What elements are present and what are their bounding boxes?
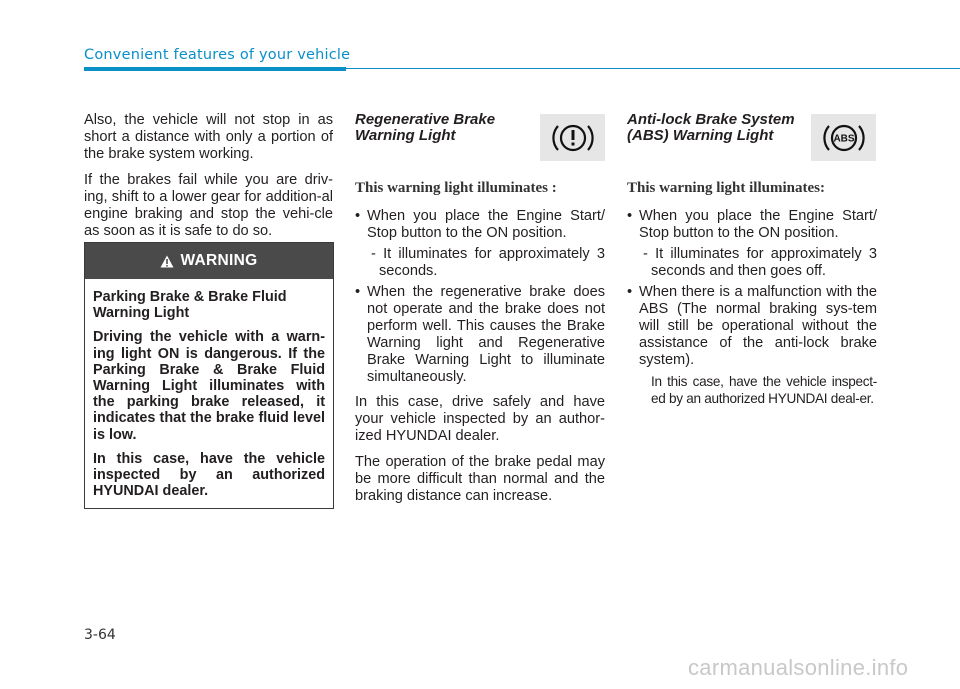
paragraph: The operation of the brake pedal may be more difficult than normal and the braking distance can increase. — [355, 454, 605, 504]
warning-box — [84, 242, 334, 509]
list-item: • When the regenerative brake does not operate and the brake does not perform well. This causes the Brake Warning light and Regenerative Brake Warning Light to illuminate simultaneously. — [355, 284, 605, 386]
paragraph: Also, the vehicle will not stop in as short a distance with only a portion of the brake system working. — [84, 112, 333, 162]
list-item: • When you place the Engine Start/ Stop button to the ON position. - It illuminates for approximately 3 seconds and then goes off. — [627, 208, 877, 280]
header-rule — [346, 68, 960, 69]
warning-text: Driving the vehicle with a warn-ing light ON is dangerous. If the Parking Brake & Brake Fluid Warning Light illuminates with the parking brake released, it indicates that the brake fluid level is low. — [93, 329, 325, 443]
watermark: carmanualsonline.info — [688, 655, 909, 680]
page-number: 3-64 — [84, 627, 116, 643]
column-left — [84, 112, 333, 249]
abs-heading: This warning light illuminates: — [627, 180, 825, 196]
warning-triangle-icon — [160, 255, 174, 268]
warning-label: WARNING — [180, 252, 258, 269]
svg-text:ABS: ABS — [832, 133, 855, 144]
sub-item: - It illuminates for approximately 3 seconds. — [371, 246, 605, 279]
warning-header — [85, 243, 333, 279]
regen-heading: This warning light illuminates : — [355, 180, 557, 196]
regen-title: Regenerative Brake Warning Light — [355, 111, 496, 144]
sub-item: - It illuminates for approximately 3 seconds and then goes off. — [643, 246, 877, 279]
abs-icon — [811, 114, 876, 161]
column-middle — [355, 208, 605, 514]
header-accent-bar — [84, 67, 346, 71]
paragraph: If the brakes fail while you are driv-ing, shift to a lower gear for addition-al engine braking and stop the vehi-cle as soon as it is safe to do so. — [84, 172, 333, 239]
warning-text: In this case, have the vehicle inspected by an authorized HYUNDAI dealer. — [93, 450, 325, 500]
paragraph: In this case, drive safely and have your vehicle inspected by an author-ized HYUNDAI dealer. — [355, 394, 605, 444]
column-right — [627, 208, 877, 411]
section-header: Convenient features of your vehicle — [84, 47, 351, 63]
abs-title: Anti-lock Brake System (ABS) Warning Light — [627, 111, 795, 144]
warning-title: Parking Brake & Brake Fluid Warning Light — [93, 289, 287, 322]
list-item: • When you place the Engine Start/ Stop button to the ON position. - It illuminates for approximately 3 seconds. — [355, 208, 605, 280]
note: In this case, have the vehicle inspect-ed by an authorized HYUNDAI deal-er. — [651, 374, 877, 406]
list-item: • When there is a malfunction with the ABS (The normal braking sys-tem will still be operational without the assistance of the anti-lock brake system). In this case, have the vehicle inspect-ed by an authorized HYUNDAI deal-er. — [627, 284, 877, 407]
exclamation-circle-icon — [540, 114, 605, 161]
